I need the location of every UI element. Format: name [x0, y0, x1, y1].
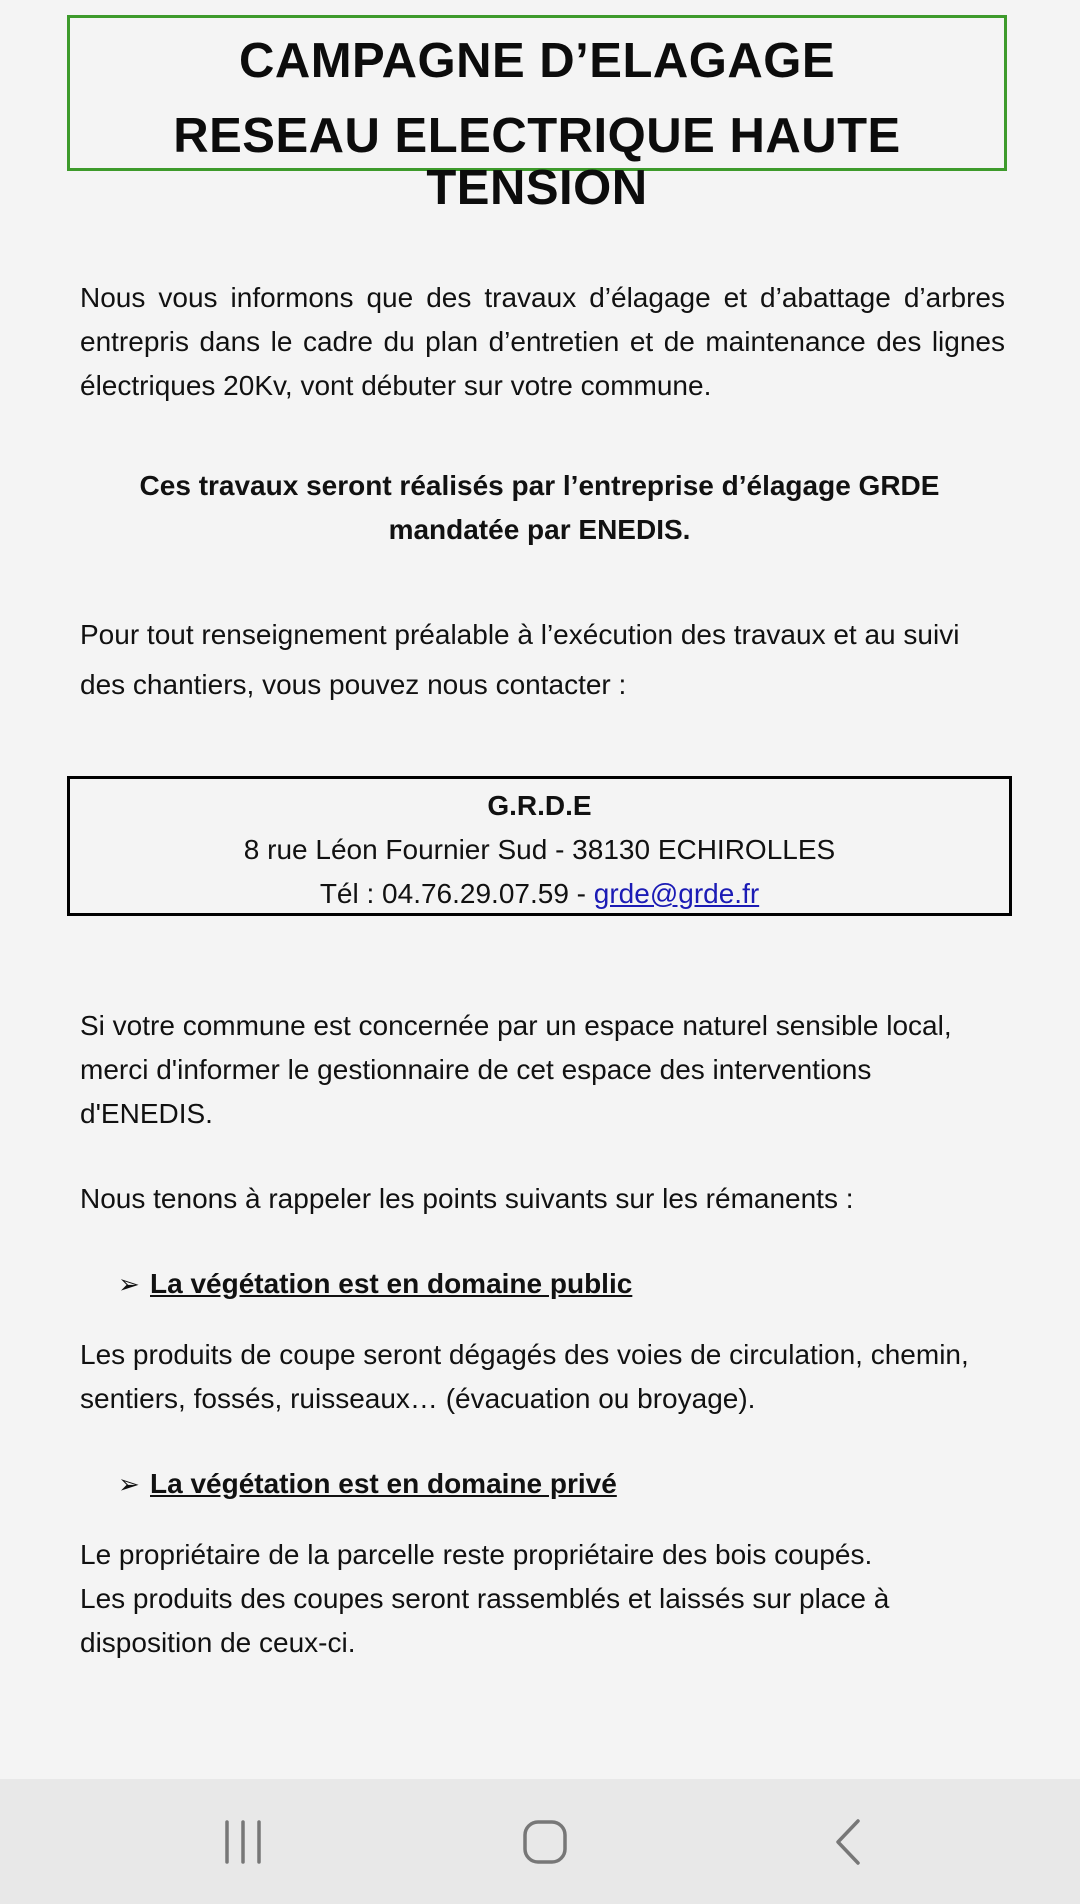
recent-apps-button[interactable]: [210, 1809, 276, 1875]
email-link[interactable]: grde@grde.fr: [593, 878, 760, 909]
contractor-notice: Ces travaux seront réalisés par l’entreprise d’élagage GRDE mandatée par ENEDIS.: [139, 470, 940, 545]
sensitive-area-paragraph: Si votre commune est concernée par un espace naturel sensible local, merci d'informer le gestionnaire de cet espace des interventions d'ENEDIS.: [80, 1010, 952, 1129]
contact-intro: Pour tout renseignement préalable à l’exécution des travaux et au suivi des chantiers, vous pouvez nous contacter :: [80, 619, 960, 700]
bullet-public: [118, 1262, 632, 1306]
bullet-private-text-line2: Les produits des coupes seront rassemblés et laissés sur place à disposition de ceux-ci.: [80, 1583, 890, 1658]
recent-apps-icon: [221, 1819, 265, 1865]
title-line-1: CAMPAGNE D’ELAGAGE: [238, 34, 836, 88]
arrow-bullet-icon: ➢: [118, 1469, 140, 1499]
contact-box: [67, 776, 1012, 916]
bullet-private-text-line1: Le propriétaire de la parcelle reste propriétaire des bois coupés.: [80, 1539, 873, 1570]
title-line-2: RESEAU ELECTRIQUE HAUTE TENSION: [173, 109, 901, 215]
intro-paragraph: Nous vous informons que des travaux d’élagage et d’abattage d’arbres entrepris dans le cadre du plan d’entretien et de maintenance des lignes électriques 20Kv, vont débuter sur votre commune.: [80, 282, 1005, 401]
home-button[interactable]: [512, 1809, 578, 1875]
contact-phone: Tél : 04.76.29.07.59 -: [319, 878, 594, 909]
bullet-private: [118, 1462, 617, 1506]
arrow-bullet-icon: ➢: [118, 1269, 140, 1299]
contact-phone-line: [70, 872, 1009, 916]
title-box: [67, 15, 1007, 215]
home-icon: [522, 1819, 568, 1865]
bullet-public-heading: La végétation est en domaine public: [150, 1268, 633, 1299]
back-button[interactable]: [815, 1809, 881, 1875]
reminder-paragraph: Nous tenons à rappeler les points suivants sur les rémanents :: [80, 1183, 854, 1214]
bullet-public-text: Les produits de coupe seront dégagés des voies de circulation, chemin, sentiers, fossés, ruisseaux… (évacuation ou broyage).: [80, 1339, 969, 1414]
bullet-private-text: [80, 1533, 1005, 1665]
contact-address: 8 rue Léon Fournier Sud - 38130 ECHIROLLES: [243, 834, 836, 865]
system-navigation-bar: [0, 1779, 1080, 1904]
back-icon: [831, 1817, 865, 1867]
bullet-private-heading: La végétation est en domaine privé: [150, 1468, 617, 1499]
contact-name: G.R.D.E: [487, 790, 592, 821]
